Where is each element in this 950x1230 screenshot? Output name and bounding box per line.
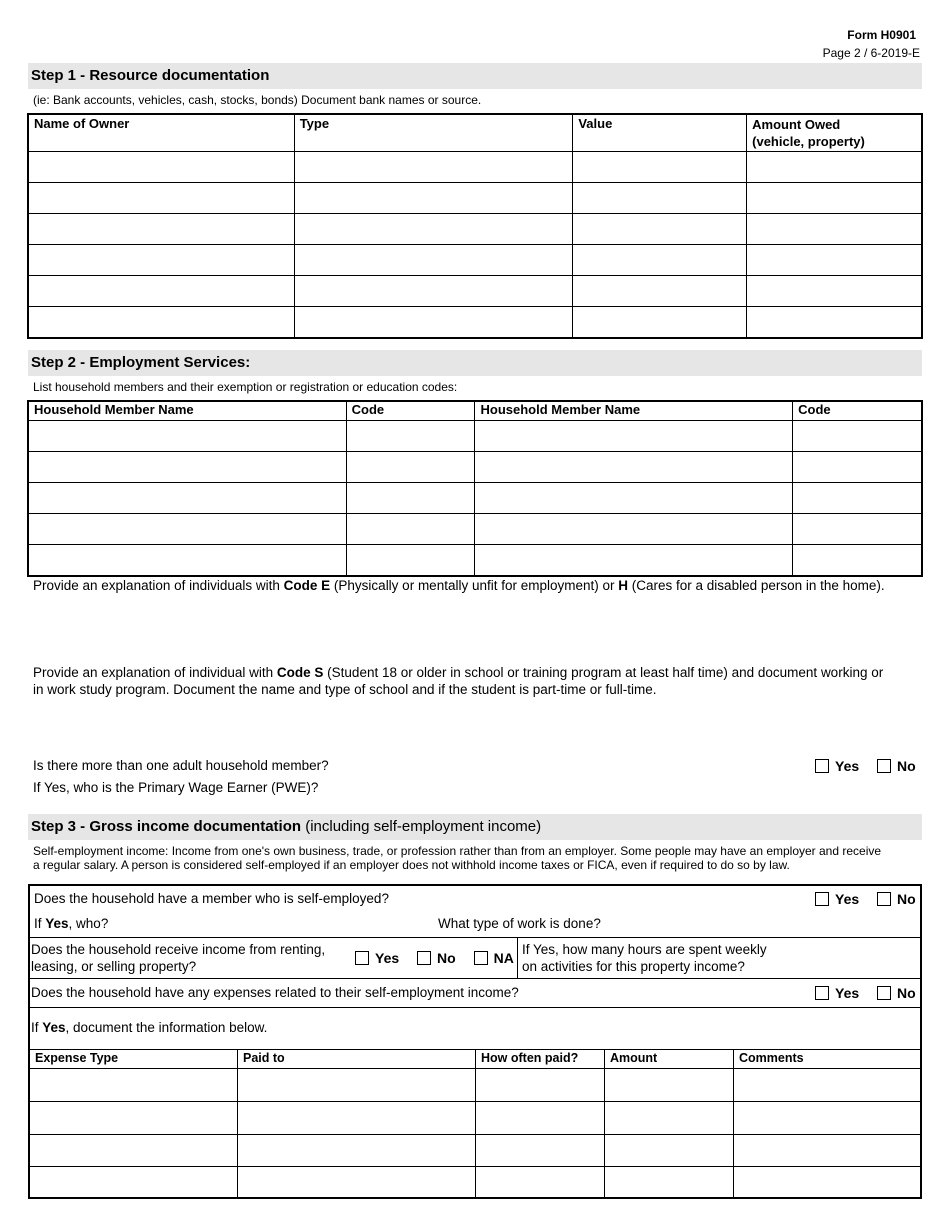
input-cell[interactable] — [294, 245, 573, 276]
input-cell[interactable] — [747, 276, 922, 307]
table-row — [29, 152, 922, 183]
col-value: Value — [573, 115, 747, 152]
input-cell[interactable] — [793, 421, 922, 452]
input-cell[interactable] — [793, 514, 922, 545]
adult-member-yes-no: Yes No — [815, 758, 916, 774]
col-expense-type: Expense Type — [35, 1051, 119, 1065]
input-cell[interactable] — [475, 421, 793, 452]
input-cell[interactable] — [793, 545, 922, 576]
input-cell[interactable] — [475, 514, 793, 545]
input-cell[interactable] — [29, 452, 347, 483]
page-number: Page 2 / 6-2019-E — [822, 46, 920, 60]
col-code: Code — [793, 402, 922, 421]
col-comments: Comments — [739, 1051, 804, 1065]
input-cell[interactable] — [346, 452, 475, 483]
input-cell[interactable] — [29, 483, 347, 514]
input-cell[interactable] — [29, 152, 295, 183]
table-row — [29, 214, 922, 245]
document-below-text: If Yes, document the information below. — [31, 1020, 268, 1035]
no-checkbox[interactable] — [877, 759, 891, 773]
input-cell[interactable] — [747, 245, 922, 276]
household-codes-table — [28, 401, 922, 576]
table-row — [29, 421, 922, 452]
col-member-name: Household Member Name — [29, 402, 347, 421]
input-cell[interactable] — [573, 183, 747, 214]
self-employed-yes-no: Yes No — [815, 891, 916, 907]
property-income-question: Does the household receive income from renting, leasing, or selling property? — [31, 942, 326, 974]
no-checkbox[interactable] — [877, 986, 891, 1000]
property-yes-no-na: Yes No NA — [355, 950, 514, 966]
yes-checkbox[interactable] — [815, 892, 829, 906]
col-paid-to: Paid to — [243, 1051, 285, 1065]
table-row — [29, 483, 922, 514]
step2-heading: Step 2 - Employment Services: — [28, 350, 922, 376]
step1-heading: Step 1 - Resource documentation — [28, 63, 922, 89]
table-row — [29, 183, 922, 214]
input-cell[interactable] — [346, 545, 475, 576]
table-row — [29, 276, 922, 307]
col-name-of-owner: Name of Owner — [29, 115, 295, 152]
step1-note: (ie: Bank accounts, vehicles, cash, stocks, bonds) Document bank names or source. — [33, 93, 482, 107]
yes-checkbox[interactable] — [355, 951, 369, 965]
input-cell[interactable] — [29, 214, 295, 245]
input-cell[interactable] — [294, 152, 573, 183]
col-type: Type — [294, 115, 573, 152]
input-cell[interactable] — [747, 214, 922, 245]
table-row — [29, 307, 922, 338]
code-s-explanation-prompt: Provide an explanation of individual with Code S (Student 18 or older in school or training program at least half time) and document working or in work study program. Document the name and type of school and if the student is part-time or full-time. — [33, 665, 884, 697]
code-e-explanation-prompt: Provide an explanation of individuals with Code E (Physically or mentally unfit for employment) or H (Cares for a disabled person in the home). — [33, 578, 885, 593]
input-cell[interactable] — [475, 483, 793, 514]
input-cell[interactable] — [747, 152, 922, 183]
work-type-question: What type of work is done? — [438, 916, 601, 931]
table-row — [29, 545, 922, 576]
input-cell[interactable] — [294, 276, 573, 307]
col-code: Code — [346, 402, 475, 421]
input-cell[interactable] — [29, 245, 295, 276]
expenses-yes-no: Yes No — [815, 985, 916, 1001]
input-cell[interactable] — [29, 545, 347, 576]
table-row — [29, 245, 922, 276]
input-cell[interactable] — [793, 452, 922, 483]
yes-checkbox[interactable] — [815, 759, 829, 773]
col-amount: Amount — [610, 1051, 658, 1065]
input-cell[interactable] — [29, 276, 295, 307]
yes-checkbox[interactable] — [815, 986, 829, 1000]
input-cell[interactable] — [793, 483, 922, 514]
input-cell[interactable] — [29, 183, 295, 214]
self-employed-question: Does the household have a member who is self-employed? — [34, 891, 389, 906]
input-cell[interactable] — [346, 514, 475, 545]
input-cell[interactable] — [573, 214, 747, 245]
input-cell[interactable] — [573, 152, 747, 183]
adult-member-question: Is there more than one adult household member? — [33, 758, 329, 773]
if-yes-who: If Yes, who? — [34, 916, 109, 931]
col-member-name: Household Member Name — [475, 402, 793, 421]
col-how-often-paid: How often paid? — [481, 1051, 579, 1065]
self-employment-section — [28, 884, 922, 1199]
input-cell[interactable] — [573, 276, 747, 307]
input-cell[interactable] — [573, 307, 747, 338]
na-checkbox[interactable] — [474, 951, 488, 965]
self-employment-definition: Self-employment income: Income from one's own business, trade, or profession rather than from an employer. Some people may have an employer and receive a regular salary. A person is considered self-employed if an employer does not withhold income taxes or FICA, even if required to do so by law. — [33, 844, 882, 872]
resource-table — [28, 114, 922, 338]
col-amount-owed: Amount Owed (vehicle, property) — [747, 115, 922, 152]
input-cell[interactable] — [747, 307, 922, 338]
input-cell[interactable] — [294, 214, 573, 245]
input-cell[interactable] — [346, 483, 475, 514]
input-cell[interactable] — [294, 307, 573, 338]
input-cell[interactable] — [346, 421, 475, 452]
table-row — [29, 514, 922, 545]
property-hours-question: If Yes, how many hours are spent weekly on activities for this property income? — [522, 942, 767, 974]
expenses-question: Does the household have any expenses related to their self-employment income? — [31, 985, 519, 1000]
step2-note: List household members and their exemption or registration or education codes: — [33, 380, 458, 394]
pwe-question: If Yes, who is the Primary Wage Earner (PWE)? — [33, 780, 319, 795]
input-cell[interactable] — [29, 307, 295, 338]
no-checkbox[interactable] — [417, 951, 431, 965]
input-cell[interactable] — [747, 183, 922, 214]
step3-heading: Step 3 - Gross income documentation (including self-employment income) — [28, 814, 922, 840]
form-number: Form H0901 — [847, 28, 916, 42]
input-cell[interactable] — [29, 514, 347, 545]
input-cell[interactable] — [475, 545, 793, 576]
table-row — [29, 452, 922, 483]
input-cell[interactable] — [573, 245, 747, 276]
no-checkbox[interactable] — [877, 892, 891, 906]
input-cell[interactable] — [294, 183, 573, 214]
input-cell[interactable] — [29, 421, 347, 452]
input-cell[interactable] — [475, 452, 793, 483]
